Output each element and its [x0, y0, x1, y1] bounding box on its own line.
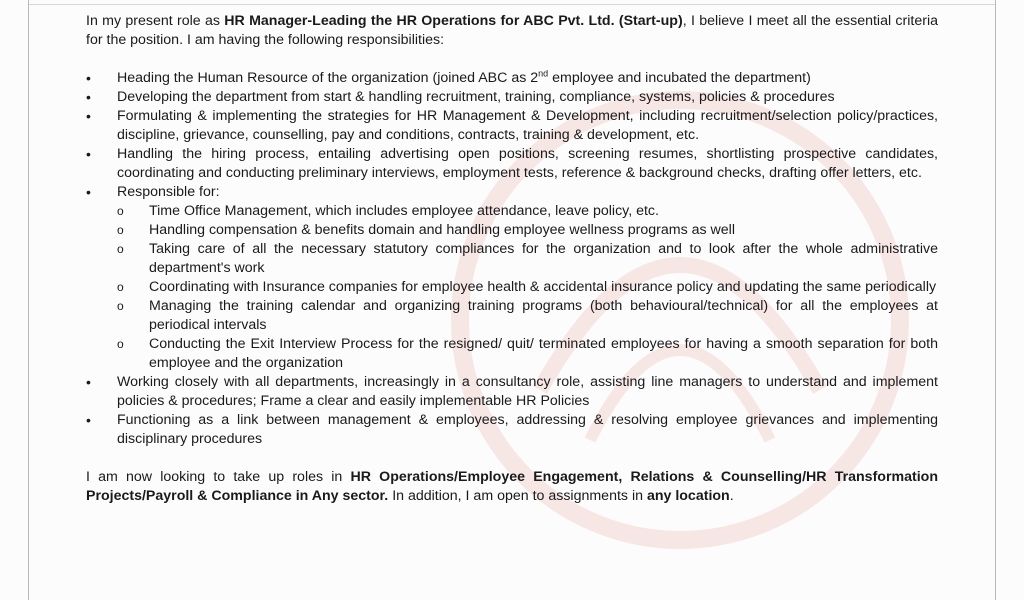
list-item: • Developing the department from start & handling recruitment, training, compliance, systems, policies & procedures	[86, 88, 938, 107]
sub-list-item: o Time Office Management, which includes employee attendance, leave policy, etc.	[117, 202, 938, 221]
cover-letter-body	[86, 12, 938, 506]
list-item	[86, 69, 938, 88]
intro-rest: , I believe I meet all the essential criteria for the position. I am having the following responsibilities:	[86, 13, 938, 48]
list-item	[86, 183, 938, 373]
ordinal-suffix: nd	[538, 68, 549, 79]
left-margin-rule	[28, 0, 29, 600]
sub-list-item: o Coordinating with Insurance companies for employee health & accidental insurance policy and updating the same periodically	[117, 278, 938, 297]
closing-end: .	[729, 488, 734, 504]
sub-list-item: o Handling compensation & benefits domain and handling employee wellness programs as well	[117, 221, 938, 240]
sub-list-item: o Managing the training calendar and organizing training programs (both behavioural/technical) for all the employees at periodical intervals	[117, 297, 938, 335]
list-item: • Functioning as a link between management & employees, addressing & resolving employee grievances and implementing disciplinary procedures	[86, 411, 938, 449]
responsible-for-label: Responsible for:	[117, 184, 220, 200]
closing-lead: I am now looking to take up roles in	[86, 469, 351, 485]
list-item: • Working closely with all departments, increasingly in a consultancy role, assisting line managers to understand and implement policies & procedures; Frame a clear and easily implementable HR Policies	[86, 373, 938, 411]
sub-list-item: o Taking care of all the necessary statutory compliances for the organization and to look after the whole administrative department's work	[117, 240, 938, 278]
bullet-1-tail: employee and incubated the department)	[548, 70, 811, 86]
intro-paragraph	[86, 12, 938, 50]
sub-responsibilities-list	[117, 202, 938, 373]
right-margin-rule	[995, 0, 996, 600]
top-border	[28, 4, 995, 5]
intro-lead: In my present role as	[86, 13, 225, 29]
responsibilities-list	[86, 69, 938, 449]
closing-mid: In addition, I am open to assignments in	[388, 488, 647, 504]
bullet-1-text: Heading the Human Resource of the organization (joined ABC as 2	[117, 70, 539, 86]
closing-paragraph	[86, 468, 938, 506]
target-roles: HR Operations/Employee Engagement, Relations & Counselling/HR Transformation Projects/Payroll & Compliance in Any sector.	[86, 469, 938, 504]
list-item: • Handling the hiring process, entailing advertising open positions, screening resumes, shortlisting prospective candidates, coordinating and conducting preliminary interviews, employment tests, reference & background checks, drafting offer letters, etc.	[86, 145, 938, 183]
current-role: HR Manager-Leading the HR Operations for ABC Pvt. Ltd. (Start-up)	[224, 13, 683, 29]
list-item: • Formulating & implementing the strategies for HR Management & Development, including recruitment/selection policy/practices, discipline, grievance, counselling, pay and conditions, contracts, training & development, etc.	[86, 107, 938, 145]
sub-list-item: o Conducting the Exit Interview Process for the resigned/ quit/ terminated employees for having a smooth separation for both employee and the organization	[117, 335, 938, 373]
target-location: any location	[646, 488, 730, 504]
